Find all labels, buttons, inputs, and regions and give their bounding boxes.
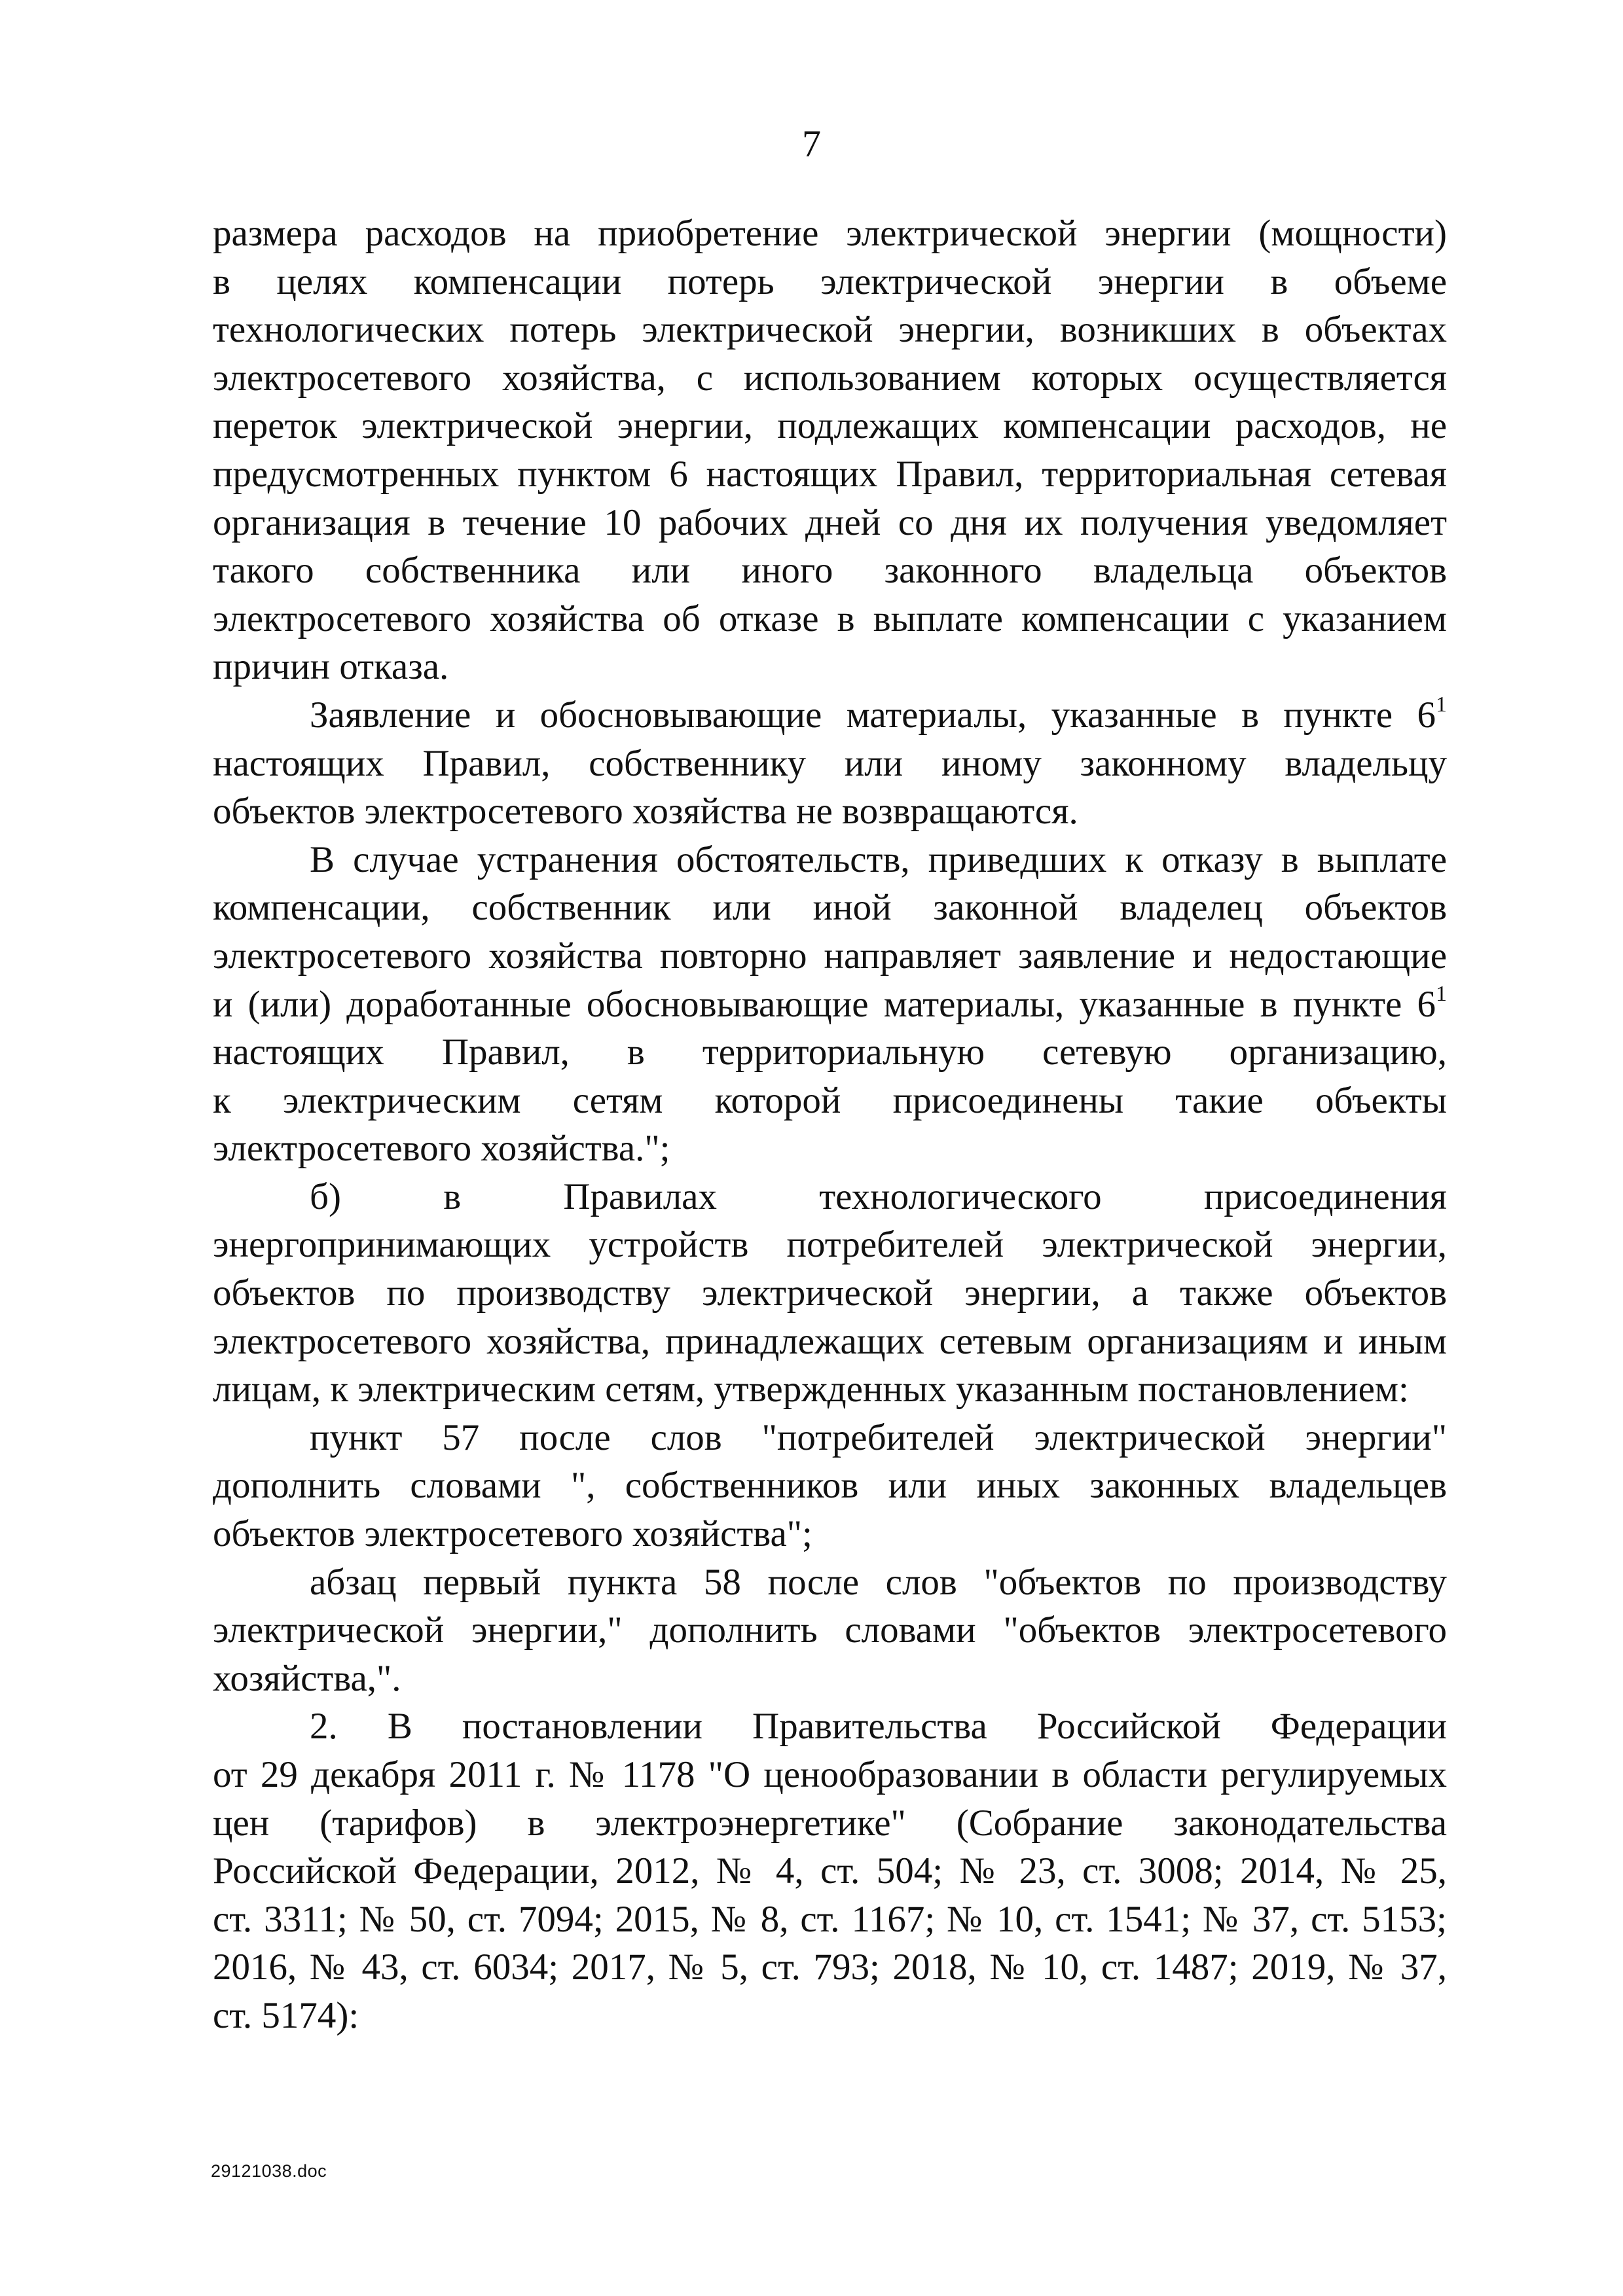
text-line: лицам, к электрическим сетям, утвержденных указанным постановлением: [213, 1369, 1409, 1410]
superscript: 1 [1436, 692, 1447, 717]
text-line: настоящих Правил, собственнику или иному законному владельцу [213, 742, 1447, 784]
text-line: компенсации, собственник или иной законной владелец объектов [213, 887, 1447, 929]
text-line: электросетевого хозяйства об отказе в выплате компенсации с указанием [213, 598, 1447, 639]
text-line: такого собственника или иного законного владельца объектов [213, 550, 1447, 592]
text-line: от 29 декабря 2011 г. № 1178 "О ценообразовании в области регулируемых [213, 1754, 1447, 1795]
text-line: объектов электросетевого хозяйства не возвращаются. [213, 791, 1078, 833]
text-line-with-superscript [213, 980, 1447, 1029]
paragraph-connection-rules [213, 1173, 1447, 1414]
text-line: электросетевого хозяйства, с использованием которых осуществляется [213, 357, 1447, 399]
text-line: объектов электросетевого хозяйства"; [213, 1513, 812, 1555]
text-line: цен (тарифов) в электроэнергетике" (Собрание законодательства [213, 1802, 1447, 1844]
text-line: хозяйства,". [213, 1657, 401, 1699]
text-line: дополнить словами ", собственников или иных законных владельцев [213, 1465, 1447, 1507]
text-line-with-superscript [213, 691, 1447, 740]
text-line: пункт 57 после слов "потребителей электрической энергии" [310, 1416, 1447, 1458]
text-line: технологических потерь электрической энергии, возникших в объектах [213, 309, 1447, 351]
paragraph-resubmission [213, 836, 1447, 1173]
text-line: объектов по производству электрической энергии, а также объектов [213, 1272, 1447, 1314]
text-line: ст. 3311; № 50, ст. 7094; 2015, № 8, ст. 1167; № 10, ст. 1541; № 37, ст. 5153; [213, 1898, 1447, 1940]
text-line: настоящих Правил, в территориальную сетевую организацию, [213, 1031, 1447, 1073]
text-line: в целях компенсации потерь электрической энергии в объеме [213, 260, 1447, 302]
text-line: энергопринимающих устройств потребителей электрической энергии, [213, 1224, 1447, 1266]
text-line: ст. 5174): [213, 1994, 359, 2036]
text-line: электросетевого хозяйства повторно направляет заявление и недостающие [213, 935, 1447, 977]
paragraph-application-materials [213, 691, 1447, 836]
paragraph-item-57 [213, 1414, 1447, 1558]
paragraph-compensation-refusal [213, 209, 1447, 691]
page-number: 7 [802, 122, 821, 165]
text-line: Российской Федерации, 2012, № 4, ст. 504; № 23, ст. 3008; 2014, № 25, [213, 1850, 1447, 1892]
document-body [213, 209, 1447, 2040]
paragraph-resolution-1178 [213, 1702, 1447, 2039]
text-line: б) в Правилах технологического присоединения [310, 1175, 1447, 1217]
text-line: электрической энергии," дополнить словами "объектов электросетевого [213, 1609, 1447, 1651]
text-line: В случае устранения обстоятельств, приведших к отказу в выплате [310, 838, 1447, 880]
text-line: размера расходов на приобретение электрической энергии (мощности) [213, 213, 1447, 254]
text-line: переток электрической энергии, подлежащих компенсации расходов, не [213, 405, 1447, 447]
text-line: предусмотренных пунктом 6 настоящих Правил, территориальная сетевая [213, 453, 1447, 495]
text-line: абзац первый пункта 58 после слов "объектов по производству [310, 1561, 1447, 1603]
text-line: 2016, № 43, ст. 6034; 2017, № 5, ст. 793; 2018, № 10, ст. 1487; 2019, № 37, [213, 1946, 1447, 1988]
document-filename-footer: 29121038.doc [211, 2161, 327, 2181]
text-line: организация в течение 10 рабочих дней со дня их получения уведомляет [213, 501, 1447, 543]
text-line: к электрическим сетям которой присоединены такие объекты [213, 1079, 1447, 1121]
superscript: 1 [1436, 981, 1447, 1006]
text-line: электросетевого хозяйства, принадлежащих сетевым организациям и иным [213, 1320, 1447, 1362]
paragraph-item-58 [213, 1558, 1447, 1703]
text-line: Заявление и обосновывающие материалы, указанные в пункте 6 [310, 694, 1436, 736]
text-line: 2. В постановлении Правительства Российской Федерации [310, 1706, 1447, 1748]
text-line: причин отказа. [213, 646, 449, 688]
text-line: электросетевого хозяйства."; [213, 1128, 670, 1170]
text-line: и (или) доработанные обосновывающие материалы, указанные в пункте 6 [213, 983, 1436, 1025]
